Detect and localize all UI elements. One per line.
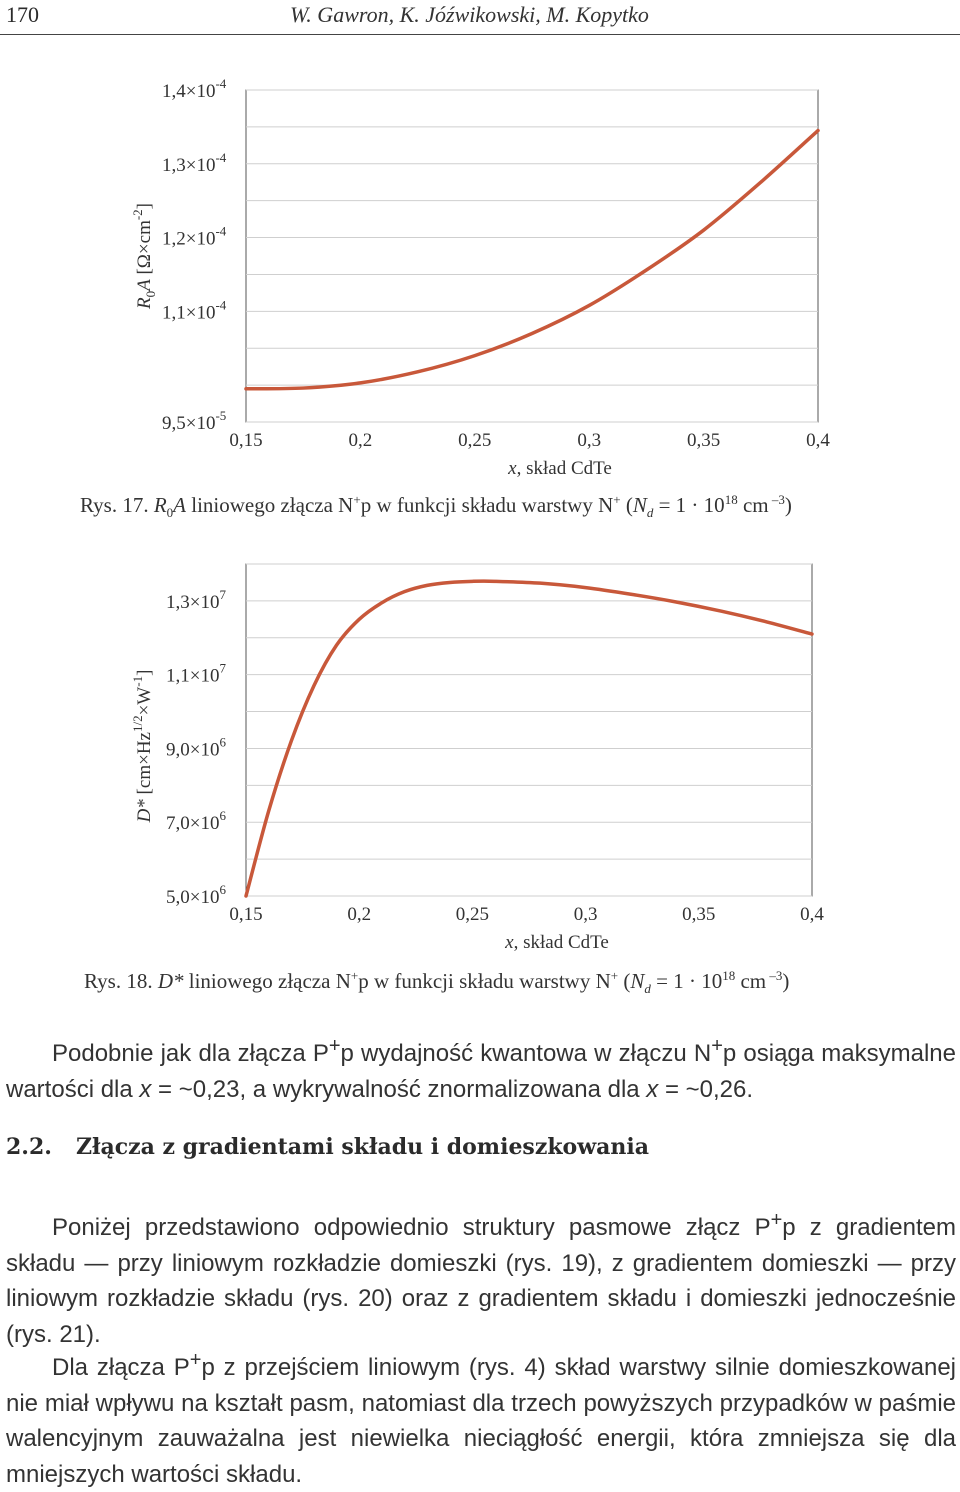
caption-exponent: 18: [722, 968, 736, 983]
y-axis-label: [130, 203, 158, 310]
y-tick-exponent: 6: [219, 808, 226, 824]
y-tick-exponent: 6: [219, 734, 226, 750]
caption-superscript: +: [610, 968, 619, 983]
caption-text: = 1 · 10: [653, 493, 725, 517]
caption-subscript-d: d: [646, 505, 654, 521]
x-tick-label: 0,3: [573, 904, 598, 925]
page-number: 170: [6, 2, 39, 27]
y-axis-label-part: -2: [130, 209, 145, 221]
x-tick-label: 0,15: [229, 904, 263, 925]
y-tick-label: $9,0\times 10^6$: [166, 734, 226, 761]
caption-symbol-n: N: [632, 493, 647, 517]
caption-text: ): [782, 969, 790, 993]
x-tick-label: 0,35: [686, 430, 721, 451]
text-run: p z przejściem liniowym (rys. 4) skład warstwy silnie domieszkowanej nie miał wpływu na kształt pasm, natomiast dla trzech powyższych przypadków w paśmie walencyjnym zauważalna jest niewielka nieciągłość energii, która zmniejsza się dla mniejszych wartości składu.: [6, 1354, 956, 1488]
x-axis-label-symbol: x: [508, 458, 517, 479]
text-run: = ~0,23, a wykrywalność znormalizowana dla: [151, 1075, 647, 1103]
x-tick-label: 0,35: [682, 904, 716, 925]
chart-fig18-dstar: [0, 550, 960, 970]
x-tick-label: 0,2: [348, 430, 373, 451]
caption-subscript: 0: [166, 505, 174, 521]
caption-text: cm: [737, 493, 769, 517]
plot-area: [246, 90, 818, 422]
paragraph-3: [6, 1343, 956, 1492]
paragraph-1: [6, 1029, 956, 1107]
y-tick-exponent: 7: [219, 586, 226, 602]
caption-superscript: +: [350, 968, 359, 983]
y-axis-label-part: [cm×Hz: [134, 732, 155, 800]
caption-subscript-d: d: [644, 981, 651, 997]
text-run: p z gradientem składu — przy liniowym rozkładzie domieszki (rys. 19), z gradientem domieszki — przy liniowym rozkładzie składu (rys. 20) oraz z gradientem składu i domieszki jednocześnie (rys. 21).: [6, 1214, 956, 1348]
y-axis-label-part: -1: [130, 675, 145, 687]
x-tick-label: 0,2: [347, 904, 372, 925]
y-axis-label-text: [130, 670, 155, 824]
caption-exponent: –3: [766, 968, 783, 983]
y-tick-label: $1,4\times 10^{-4}$: [162, 76, 227, 102]
math-x: x: [139, 1075, 152, 1103]
x-axis-label-text: , skład CdTe: [513, 932, 609, 953]
caption-text: (: [620, 493, 633, 517]
x-tick-label: 0,15: [229, 430, 263, 451]
y-tick-exponent: -4: [215, 76, 227, 91]
superscript: +: [189, 1349, 202, 1371]
y-tick-exponent: 6: [219, 882, 226, 897]
y-tick-label: $5,0\times 10^6$: [166, 882, 226, 908]
text-run: = ~0,26.: [658, 1075, 754, 1103]
superscript: +: [711, 1035, 723, 1057]
y-tick-label: $1,1\times 10^7$: [166, 660, 226, 687]
y-axis-label-part: A: [134, 279, 155, 291]
x-tick-label: 0,25: [458, 430, 492, 451]
y-axis-label-part: ]: [134, 202, 155, 210]
y-axis-label-text: [130, 203, 158, 310]
caption-fig17: [80, 492, 792, 521]
y-axis-label-part: D*: [134, 799, 155, 823]
y-axis-label: [130, 670, 155, 824]
caption-superscript: +: [613, 492, 621, 507]
text-run: Podobnie jak dla złącza P: [52, 1040, 329, 1067]
running-head-authors: W. Gawron, K. Jóźwikowski, M. Kopytko: [290, 2, 649, 27]
x-axis-label-text: , skład CdTe: [516, 458, 612, 479]
y-tick-label: $1,1\times 10^{-4}$: [162, 297, 227, 324]
x-axis-label: [504, 932, 609, 953]
caption-text: p w funkcji składu warstwy N: [360, 493, 614, 517]
paragraph-2: [6, 1203, 956, 1352]
y-tick-label: $7,0\times 10^6$: [166, 808, 226, 835]
y-axis-label-part: 0: [143, 290, 158, 298]
text-run: p osiąga maksymalne wartości dla: [6, 1040, 956, 1103]
y-tick-exponent: -5: [215, 408, 227, 423]
chart-fig17-r0a: [0, 0, 960, 490]
caption-exponent: –3: [768, 492, 785, 507]
y-axis-label-part: [Ω×cm: [134, 220, 155, 280]
caption-text: p w funkcji składu warstwy N: [358, 969, 611, 993]
x-tick-label: 0,4: [800, 904, 824, 925]
caption-text: ): [784, 493, 792, 517]
x-axis-label: [507, 458, 612, 479]
caption-text: (: [618, 969, 631, 993]
superscript: +: [770, 1209, 783, 1231]
caption-prefix: Rys. 17.: [80, 493, 149, 517]
text-run: Dla złącza P: [52, 1354, 190, 1381]
x-tick-label: 0,4: [806, 430, 830, 451]
x-tick-label: 0,3: [577, 430, 602, 451]
caption-prefix: Rys. 18.: [84, 969, 153, 993]
y-tick-label: $1,3\times 10^{-4}$: [162, 149, 227, 176]
y-tick-label: $1,3\times 10^7$: [166, 586, 226, 613]
caption-exponent: 18: [724, 492, 738, 507]
section-title: Złącza z gradientami składu i domieszkowania: [75, 1134, 650, 1160]
y-tick-label: $1,2\times 10^{-4}$: [162, 223, 227, 250]
caption-symbol-a: A: [173, 493, 186, 517]
y-axis-label-part: R: [134, 297, 155, 310]
y-axis-label-part: ]: [134, 669, 155, 676]
caption-text: = 1 · 10: [650, 969, 723, 993]
y-tick-exponent: -4: [215, 223, 227, 239]
y-tick-exponent: 7: [219, 660, 226, 676]
y-tick-exponent: -4: [215, 149, 227, 165]
text-run: Poniżej przedstawiono odpowiednio struktury pasmowe złącz P: [52, 1214, 771, 1241]
caption-text: cm: [735, 969, 767, 993]
caption-symbol-dstar: D*: [157, 969, 184, 993]
y-axis-label-part: ×W: [134, 686, 155, 716]
math-x: x: [646, 1075, 659, 1103]
section-heading: [6, 1134, 673, 1160]
x-axis-label-symbol: x: [505, 932, 514, 953]
x-tick-label: 0,25: [455, 904, 490, 925]
y-tick-label: $9,5\times 10^{-5}$: [162, 408, 227, 434]
section-number: 2.2.: [6, 1134, 52, 1160]
superscript: +: [328, 1035, 341, 1057]
caption-fig18: [84, 968, 789, 997]
text-run: p wydajność kwantowa w złączu N: [340, 1040, 712, 1067]
y-tick-exponent: -4: [215, 297, 227, 313]
caption-text: liniowego złącza N: [183, 969, 351, 993]
y-axis-label-part: 1/2: [130, 715, 145, 733]
caption-symbol-n: N: [630, 969, 645, 993]
caption-text: liniowego złącza N: [186, 493, 354, 517]
caption-symbol-r: R: [153, 493, 167, 517]
caption-superscript: +: [353, 492, 361, 507]
